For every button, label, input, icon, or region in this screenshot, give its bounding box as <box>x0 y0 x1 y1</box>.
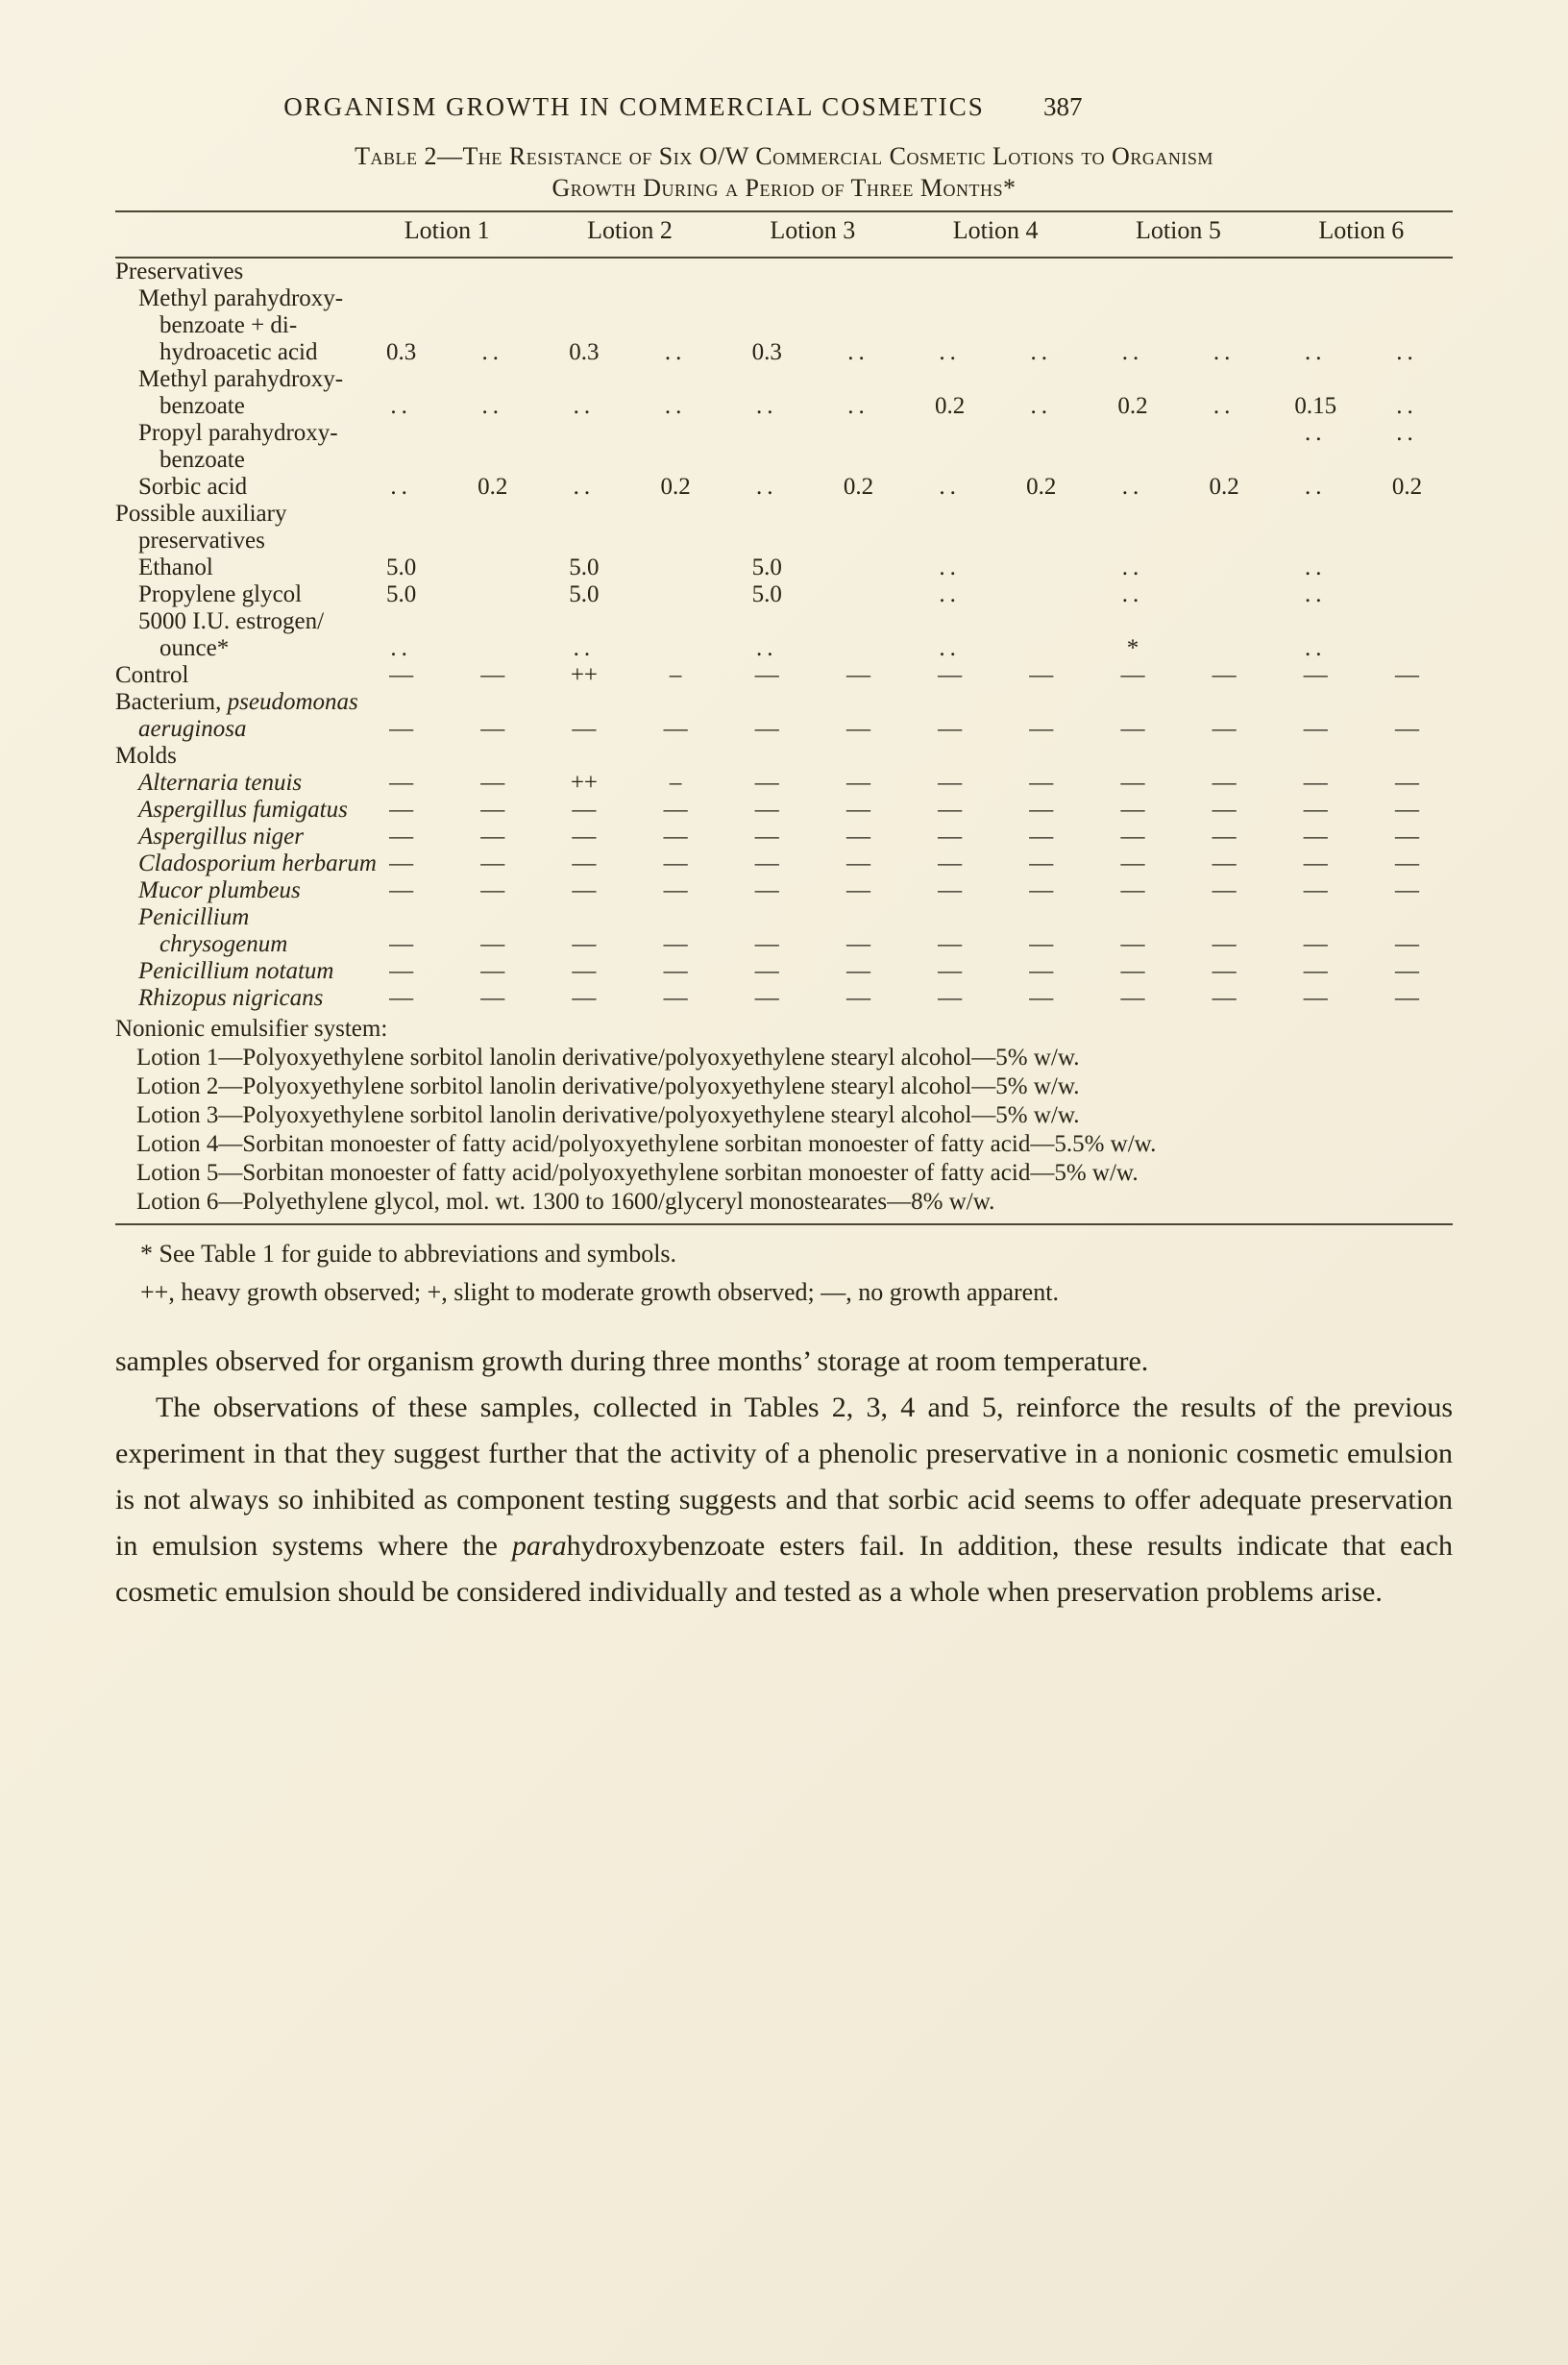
table-cell: — <box>1303 877 1328 903</box>
row-label-line: Cladosporium herbarum <box>138 850 377 876</box>
table-cell: 0.2 <box>660 474 691 500</box>
table-cell: 0.2 <box>934 393 966 419</box>
table-cell: .. <box>573 393 596 419</box>
table-cell: — <box>1212 824 1237 850</box>
table-cell: — <box>1120 716 1145 742</box>
table-cell: — <box>754 877 779 903</box>
row-label-line: chrysogenum <box>159 931 288 957</box>
emulsifier-item: Lotion 2—Polyoxyethylene sorbitol lanolin derivative/polyoxyethylene stearyl alcohol—5% w/w. <box>136 1073 1080 1099</box>
table-cell: 0.3 <box>385 339 417 365</box>
table-bottom-rule <box>115 1223 1453 1225</box>
paragraph: The observations of these samples, collected in Tables 2, 3, 4 and 5, reinforce the results of the previous experiment in that they suggest further that the activity of a phenolic preservative in a nonionic cosmetic emulsion is not always so inhibited as component testing suggests and that sorbic acid seems to offer adequate preservation in emulsion systems where the parahydroxybenzoate esters fail. In addition, these results indicate that each cosmetic emulsion should be considered individually and tested as a whole when preservation problems arise. <box>115 1392 1453 1608</box>
table-cell: — <box>845 931 870 957</box>
table-row <box>115 877 1453 904</box>
table-cell: — <box>1303 716 1328 742</box>
table-cell: — <box>572 931 597 957</box>
page-content <box>115 140 1453 1615</box>
table-cell: — <box>1303 824 1328 850</box>
table-cell: .. <box>1121 581 1144 607</box>
row-label-line: 5000 I.U. estrogen/ <box>138 608 325 634</box>
row-label <box>115 689 358 743</box>
table-cell: .. <box>1213 339 1236 365</box>
table-row <box>115 958 1453 985</box>
table-cell: .. <box>1396 339 1418 365</box>
table-cell: * <box>1126 635 1139 661</box>
table-cell: 0.2 <box>1026 474 1057 500</box>
table-cell: — <box>938 770 963 796</box>
table-cell: .. <box>664 339 687 365</box>
table-cell: — <box>1394 985 1419 1011</box>
table-cell: — <box>1212 662 1237 688</box>
row-label-line: Mucor plumbeus <box>138 877 301 903</box>
table-cell: — <box>1120 770 1145 796</box>
table-cell: — <box>1212 958 1237 984</box>
emulsifier-item: Lotion 4—Sorbitan monoester of fatty acid/polyoxyethylene sorbitan monoester of fatty acid—5.5% w/w. <box>136 1131 1157 1157</box>
table-cell: — <box>663 985 688 1011</box>
table-cell: — <box>845 716 870 742</box>
row-label-line: ounce* <box>159 635 230 661</box>
row-label-line: Propylene glycol <box>138 581 303 607</box>
table-cell: — <box>845 662 870 688</box>
row-label-line: Rhizopus nigricans <box>138 985 324 1011</box>
table-cell: 0.2 <box>478 474 508 500</box>
row-label <box>115 662 355 689</box>
table-cell: — <box>1029 931 1054 957</box>
table-cell: — <box>845 985 870 1011</box>
table-cell: — <box>1029 662 1054 688</box>
table-cell: — <box>1120 877 1145 903</box>
table-cell: — <box>572 877 597 903</box>
table-cell: — <box>1212 716 1237 742</box>
row-label-line: Control <box>115 662 189 688</box>
table-cell: — <box>938 958 963 984</box>
table-cell: — <box>938 850 963 876</box>
table-cell: — <box>663 877 688 903</box>
emulsifier-heading: Nonionic emulsifier system: <box>115 1016 388 1042</box>
table-cell: — <box>1212 770 1237 796</box>
table-row <box>115 581 1453 608</box>
emulsifier-item: Lotion 1—Polyoxyethylene sorbitol lanolin derivative/polyoxyethylene stearyl alcohol—5% w/w. <box>136 1045 1080 1071</box>
table-row <box>115 285 1453 366</box>
table-cell: — <box>1303 985 1328 1011</box>
table-cell: — <box>938 662 963 688</box>
table-cell: — <box>663 716 688 742</box>
table-cell: — <box>1303 931 1328 957</box>
table-cell: .. <box>847 339 870 365</box>
table-cell: — <box>663 958 688 984</box>
row-label-line: Molds <box>115 743 177 769</box>
table-cell: — <box>938 931 963 957</box>
table-cell: — <box>480 824 505 850</box>
table-cell: — <box>572 958 597 984</box>
table-row <box>115 797 1453 824</box>
emulsifier-items <box>115 1044 1453 1217</box>
table-cell: — <box>845 770 870 796</box>
table-cell: .. <box>939 554 961 580</box>
table-row <box>115 259 1453 285</box>
table-cell: 5.0 <box>385 554 417 580</box>
table-rows <box>115 259 1453 1012</box>
table-cell: — <box>845 797 870 823</box>
table-cell: .. <box>1121 474 1144 500</box>
table-cell: — <box>572 985 597 1011</box>
table-cell: ++ <box>570 770 599 796</box>
table-cell: — <box>1029 877 1054 903</box>
body-text <box>115 1339 1453 1615</box>
table-cell: .. <box>756 635 778 661</box>
table-cell: — <box>845 958 870 984</box>
table-cell: — <box>845 877 870 903</box>
column-header: Lotion 1 <box>404 216 490 244</box>
table-row <box>115 474 1453 501</box>
row-label <box>115 850 377 877</box>
table-cell: — <box>1394 824 1419 850</box>
table-cell: — <box>480 985 505 1011</box>
table-cell: .. <box>664 393 687 419</box>
table-cell: .. <box>847 393 870 419</box>
table-cell: .. <box>1305 420 1327 446</box>
table-cell: .. <box>1121 339 1144 365</box>
table-cell: — <box>1120 850 1145 876</box>
row-label <box>115 743 355 770</box>
table-caption-line1: Table 2—The Resistance of Six O/W Commercial Cosmetic Lotions to Organism <box>355 142 1213 170</box>
table-cell: .. <box>390 635 412 661</box>
table-cell: 5.0 <box>751 581 782 607</box>
table-cell: — <box>572 850 597 876</box>
column-header: Lotion 4 <box>952 216 1039 244</box>
table-cell: — <box>754 958 779 984</box>
table-cell: .. <box>1396 393 1418 419</box>
table-cell: — <box>754 931 779 957</box>
table-cell: — <box>754 716 779 742</box>
row-label-line: Bacterium, pseudomonas <box>115 689 358 715</box>
table-cell: — <box>754 797 779 823</box>
table-cell: .. <box>1121 554 1144 580</box>
table-cell: — <box>754 985 779 1011</box>
table-cell: — <box>1120 824 1145 850</box>
row-label-line: Methyl parahydroxy- <box>138 366 344 392</box>
table-cell: — <box>480 877 505 903</box>
table-cell: .. <box>573 474 596 500</box>
table-cell: .. <box>1305 474 1327 500</box>
table-cell: — <box>389 931 414 957</box>
row-label <box>115 474 355 501</box>
table-cell: — <box>663 850 688 876</box>
table-cell: — <box>480 716 505 742</box>
table-cell: — <box>663 931 688 957</box>
table-cell: — <box>1394 850 1419 876</box>
footnote-symbols: * See Table 1 for guide to abbreviations and symbols. <box>140 1240 677 1268</box>
table-cell: 0.2 <box>1391 474 1423 500</box>
row-label <box>115 420 355 474</box>
row-label <box>115 581 355 608</box>
table-cell: .. <box>1305 554 1327 580</box>
table-cell: — <box>389 797 414 823</box>
table-header-row <box>115 212 1453 250</box>
header-spacer <box>115 216 355 245</box>
table-cell: .. <box>390 393 412 419</box>
table-cell: — <box>1394 662 1419 688</box>
row-label <box>115 608 355 662</box>
table-cell: — <box>480 797 505 823</box>
table-row <box>115 689 1453 743</box>
emulsifier-item: Lotion 5—Sorbitan monoester of fatty acid/polyoxyethylene sorbitan monoester of fatty acid—5% w/w. <box>136 1160 1139 1186</box>
table-caption <box>115 140 1453 204</box>
table-cell: .. <box>756 393 778 419</box>
table-cell: — <box>389 850 414 876</box>
paragraph: samples observed for organism growth during three months’ storage at room temperature. <box>115 1345 1149 1377</box>
table-cell: — <box>1029 985 1054 1011</box>
row-label-line: hydroacetic acid <box>159 339 318 365</box>
row-label-line: Ethanol <box>138 554 213 580</box>
table-cell: — <box>389 824 414 850</box>
table-cell: — <box>1120 797 1145 823</box>
table-row <box>115 554 1453 581</box>
row-label <box>115 770 355 797</box>
table-cell: — <box>480 770 505 796</box>
table-cell: 0.3 <box>751 339 782 365</box>
table-cell: .. <box>1030 339 1053 365</box>
table-cell: .. <box>939 581 961 607</box>
table-cell: — <box>1303 850 1328 876</box>
row-label <box>115 554 355 581</box>
table-row <box>115 420 1453 474</box>
table-cell: — <box>1394 797 1419 823</box>
table-cell: .. <box>1213 393 1236 419</box>
table-cell: — <box>389 716 414 742</box>
table-cell: — <box>1120 958 1145 984</box>
table-cell: .. <box>939 339 961 365</box>
footnotes <box>115 1237 1453 1310</box>
table-cell: — <box>1120 662 1145 688</box>
table-cell: — <box>1212 877 1237 903</box>
table-row <box>115 366 1453 420</box>
row-label <box>115 904 355 958</box>
table-cell: .. <box>390 474 412 500</box>
table-caption-line2: Growth During a Period of Three Months* <box>551 174 1017 202</box>
column-header: Lotion 3 <box>770 216 856 244</box>
table-row <box>115 770 1453 797</box>
row-label-line: Penicillium notatum <box>138 958 334 984</box>
table-cell: — <box>938 824 963 850</box>
table-cell: — <box>389 662 414 688</box>
emulsifier-item: Lotion 6—Polyethylene glycol, mol. wt. 1300 to 1600/glyceryl monostearates—8% w/w. <box>136 1189 995 1215</box>
table-row <box>115 985 1453 1012</box>
row-label-line: benzoate + di- <box>159 312 298 338</box>
table-cell: — <box>389 770 414 796</box>
table-cell: — <box>1029 770 1054 796</box>
row-label-line: Penicillium <box>138 904 250 930</box>
table-cell: — <box>389 877 414 903</box>
table-cell: — <box>572 797 597 823</box>
table-cell: — <box>1303 797 1328 823</box>
table-cell: — <box>1303 770 1328 796</box>
table-cell: .. <box>1305 339 1327 365</box>
row-label-line: aeruginosa <box>138 716 247 742</box>
row-label <box>115 285 355 366</box>
row-label-line: Methyl parahydroxy- <box>138 285 344 311</box>
table-cell: — <box>1212 985 1237 1011</box>
table-cell: — <box>389 958 414 984</box>
table-cell: 0.15 <box>1294 393 1337 419</box>
table-cell: .. <box>573 635 596 661</box>
row-label-line: benzoate <box>159 393 245 419</box>
table-cell: — <box>754 770 779 796</box>
table-cell: — <box>1394 958 1419 984</box>
table-cell: 0.2 <box>1209 474 1239 500</box>
running-head: ORGANISM GROWTH IN COMMERCIAL COSMETICS <box>283 92 985 121</box>
table-cell: — <box>1394 931 1419 957</box>
row-label-line: Propyl parahydroxy- <box>138 420 338 446</box>
row-label <box>115 824 355 850</box>
table-cell: — <box>572 716 597 742</box>
table-cell: — <box>938 797 963 823</box>
row-label <box>115 366 355 420</box>
table-cell: — <box>754 850 779 876</box>
table-row <box>115 662 1453 689</box>
table-cell: .. <box>1396 420 1418 446</box>
row-label-line: Possible auxiliary <box>115 501 287 527</box>
emulsifier-item: Lotion 3—Polyoxyethylene sorbitol lanolin derivative/polyoxyethylene stearyl alcohol—5% w/w. <box>136 1102 1080 1128</box>
table-cell: — <box>663 797 688 823</box>
table-row <box>115 850 1453 877</box>
table-cell: — <box>938 716 963 742</box>
table-cell: 0.2 <box>1117 393 1148 419</box>
row-label <box>115 501 355 554</box>
table-cell: — <box>1029 850 1054 876</box>
table-cell: — <box>1212 931 1237 957</box>
table-cell: — <box>480 958 505 984</box>
column-header: Lotion 6 <box>1318 216 1405 244</box>
table-cell: .. <box>481 393 503 419</box>
table-cell: — <box>1029 797 1054 823</box>
table-cell: 0.2 <box>843 474 874 500</box>
table-row <box>115 824 1453 850</box>
table-cell: ++ <box>570 662 599 688</box>
table-cell: — <box>845 850 870 876</box>
table-cell: — <box>1029 958 1054 984</box>
table-cell: — <box>389 985 414 1011</box>
column-header: Lotion 2 <box>587 216 673 244</box>
row-label-line: Preservatives <box>115 259 244 284</box>
table-cell: — <box>1303 958 1328 984</box>
table-cell: – <box>669 662 682 688</box>
table-row <box>115 501 1453 554</box>
row-label-line: benzoate <box>159 447 245 473</box>
table-cell: — <box>938 877 963 903</box>
table-cell: — <box>663 824 688 850</box>
table-cell: .. <box>481 339 503 365</box>
table-cell: 0.3 <box>569 339 600 365</box>
table-cell: — <box>1120 985 1145 1011</box>
table-cell: .. <box>1305 581 1327 607</box>
table-row <box>115 743 1453 770</box>
table-cell: — <box>480 662 505 688</box>
row-label <box>115 877 355 904</box>
table-cell: — <box>1394 770 1419 796</box>
table-cell: — <box>1394 716 1419 742</box>
row-label-line: Aspergillus fumigatus <box>138 797 348 823</box>
table-cell: — <box>480 931 505 957</box>
table-cell: — <box>1029 716 1054 742</box>
row-label <box>115 985 355 1012</box>
row-label-line: Aspergillus niger <box>138 824 304 850</box>
table-cell: .. <box>1305 635 1327 661</box>
table-cell: — <box>845 824 870 850</box>
table-cell: 5.0 <box>385 581 417 607</box>
table-cell: .. <box>939 635 961 661</box>
table-cell: — <box>480 850 505 876</box>
table-cell: 5.0 <box>569 581 600 607</box>
table-cell: — <box>1212 850 1237 876</box>
table-row <box>115 904 1453 958</box>
footnote-growth-key: ++, heavy growth observed; +, slight to moderate growth observed; —, no growth apparent. <box>140 1278 1059 1306</box>
row-label-line: Alternaria tenuis <box>138 770 303 796</box>
table-cell: .. <box>939 474 961 500</box>
table-cell: — <box>754 824 779 850</box>
table-cell: — <box>1029 824 1054 850</box>
table-cell: 5.0 <box>751 554 782 580</box>
row-label-line: preservatives <box>138 528 265 554</box>
table-cell: — <box>938 985 963 1011</box>
table-cell: .. <box>1030 393 1053 419</box>
row-label <box>115 259 355 285</box>
column-header: Lotion 5 <box>1136 216 1221 244</box>
row-label <box>115 797 355 824</box>
table-cell: 5.0 <box>569 554 600 580</box>
table-cell: — <box>1394 877 1419 903</box>
table-row <box>115 608 1453 662</box>
table-cell: — <box>1120 931 1145 957</box>
row-label <box>115 958 355 985</box>
table-cell: — <box>1212 797 1237 823</box>
table-cell: – <box>669 770 682 796</box>
table-cell: — <box>754 662 779 688</box>
table-cell: .. <box>756 474 778 500</box>
row-label-line: Sorbic acid <box>138 474 248 500</box>
page-number: 387 <box>1043 92 1083 121</box>
table-cell: — <box>1303 662 1328 688</box>
table-cell: — <box>572 824 597 850</box>
